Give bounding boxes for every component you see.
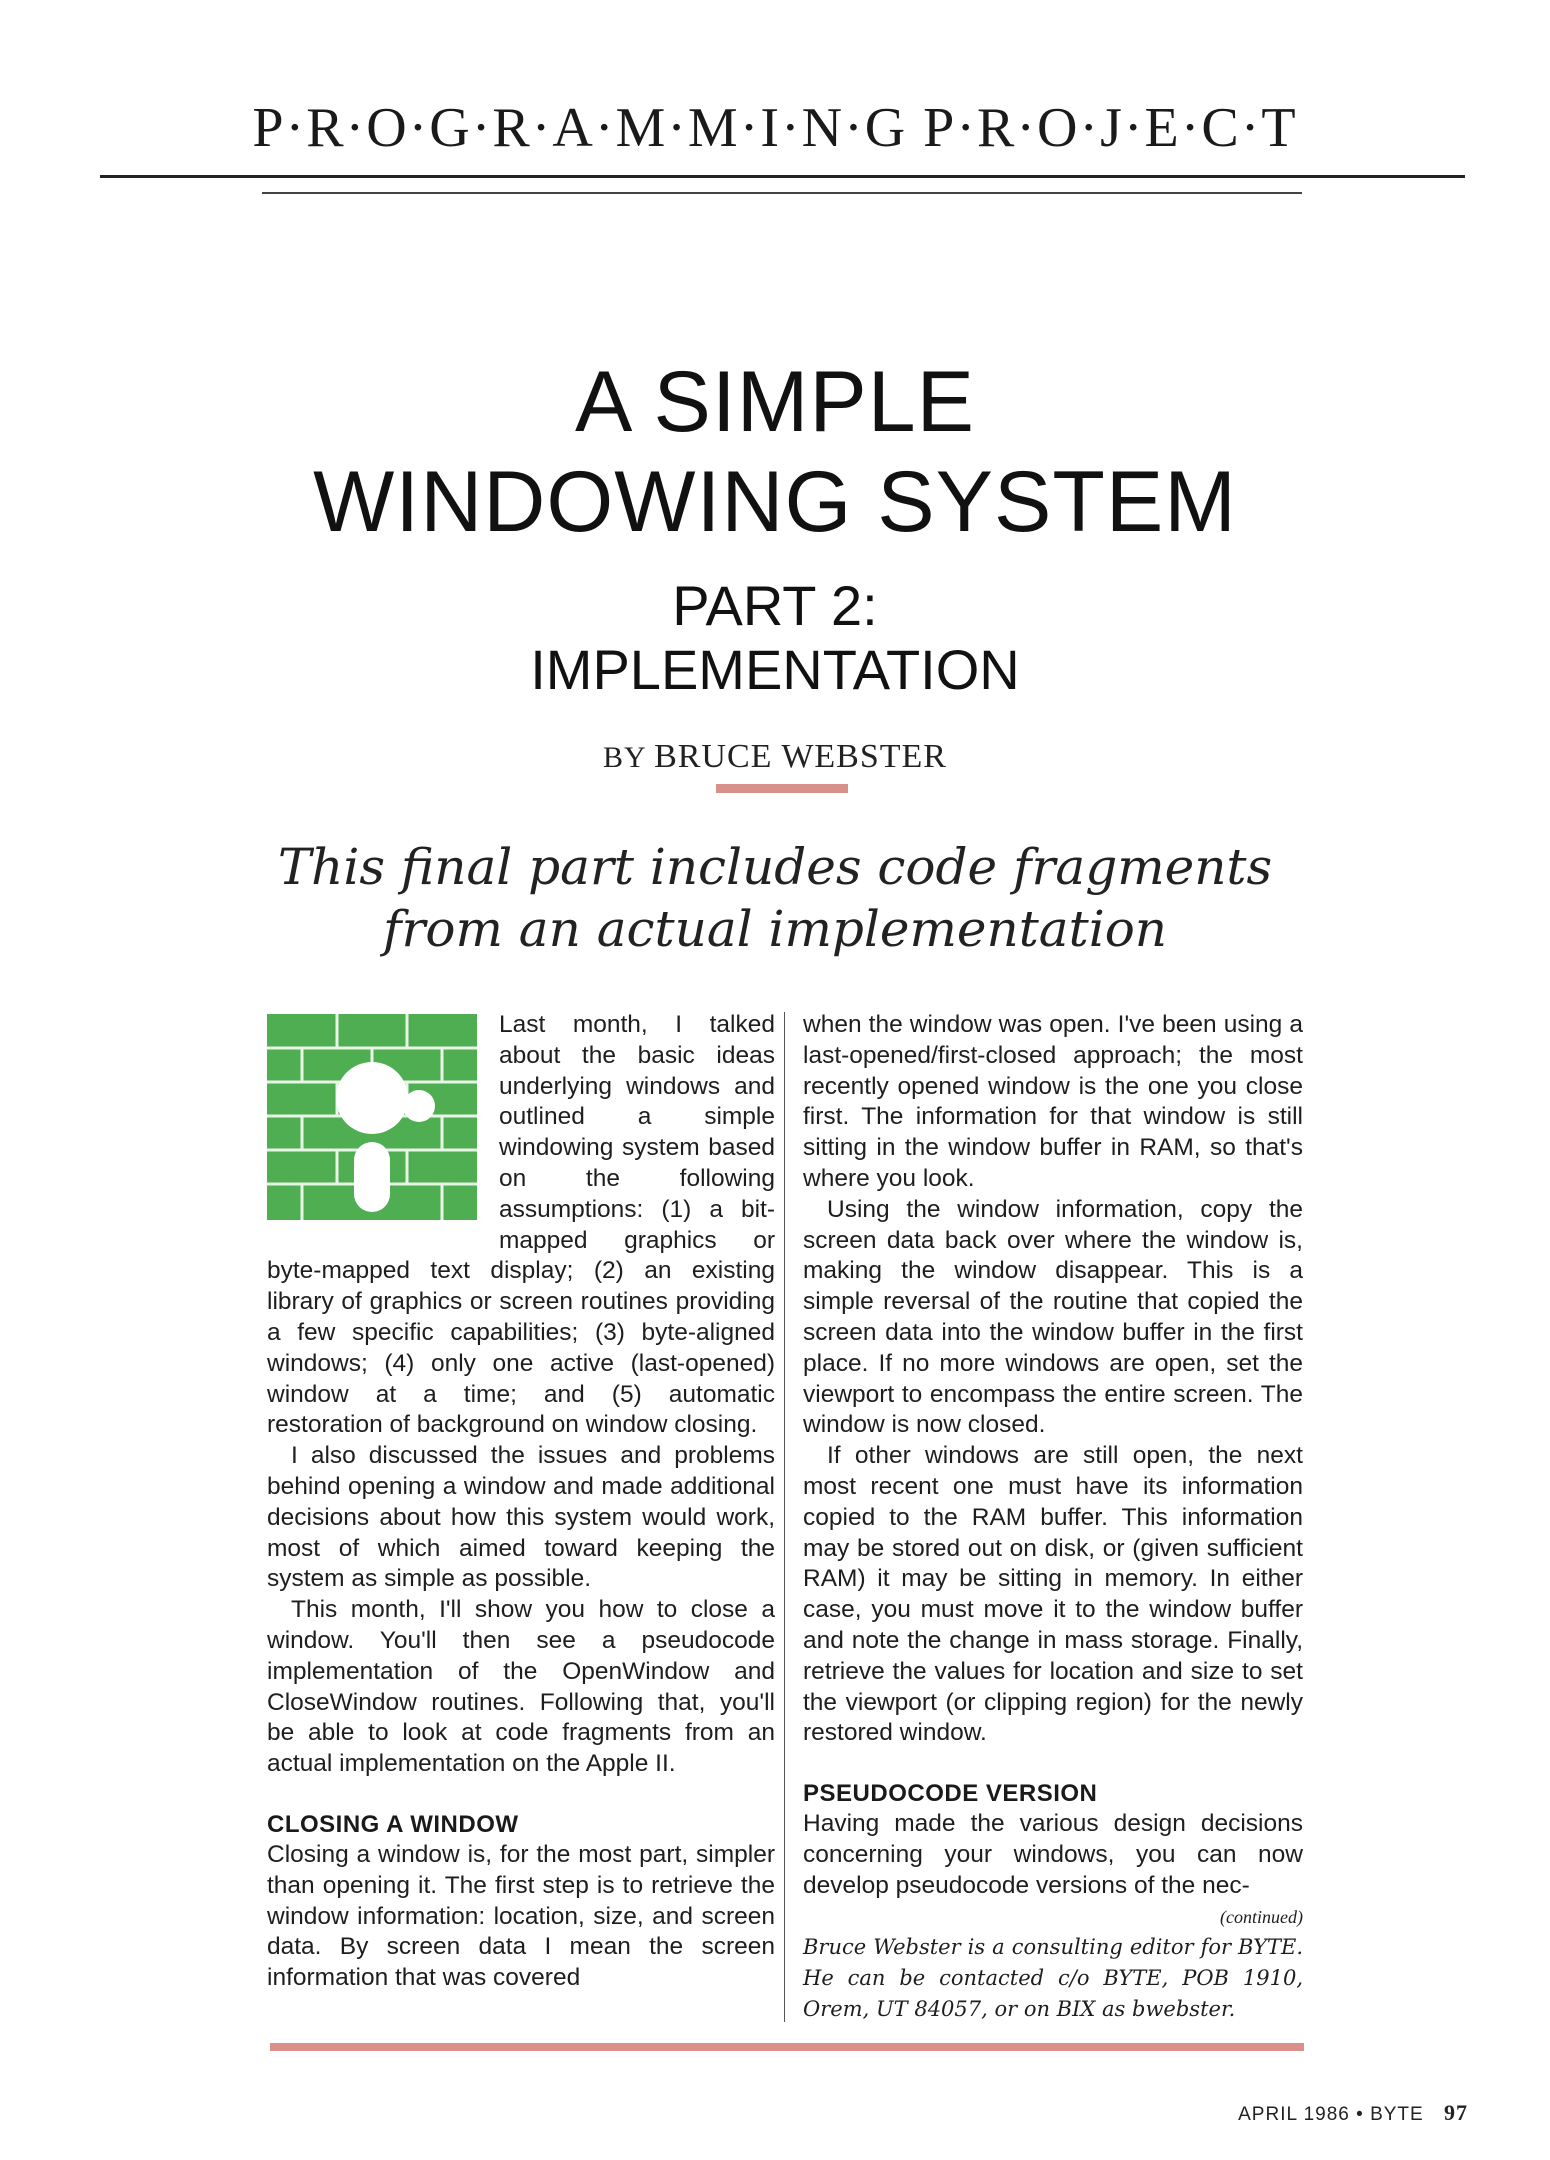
byline xyxy=(0,738,1550,776)
deck-line-2: from an actual implementation xyxy=(382,900,1167,958)
left-column xyxy=(267,1010,775,1994)
right-paragraph-2: Using the window information, copy the screen data back over where the window is, making the window disappear. This is a simple reversal of the routine that copied the screen data into the window buffer in the first place. If no more windows are open, set the viewport to encompass the entire screen. The window is now closed. xyxy=(803,1195,1303,1439)
column-divider xyxy=(784,1012,785,2022)
header-rule-secondary xyxy=(262,192,1302,194)
programming-project-logo-icon xyxy=(267,1014,477,1220)
left-paragraph-3: This month, I'll show you how to close a window. You'll then see a pseudocode implementation of the OpenWindow and CloseWindow routines. Following that, you'll be able to look at code fragments from an actual implementation on the Apple II. xyxy=(267,1596,775,1778)
heading-closing-a-window: CLOSING A WINDOW xyxy=(267,1810,519,1838)
continued-note: (continued) xyxy=(1220,1906,1303,1927)
page-number: 97 xyxy=(1444,2100,1468,2125)
section-heading: P·R·O·G·R·A·M·M·I·N·G P·R·O·J·E·C·T xyxy=(252,97,1298,159)
byline-accent-bar xyxy=(716,784,848,793)
header-rule xyxy=(100,175,1465,178)
article-deck xyxy=(0,836,1550,960)
byline-prefix: BY xyxy=(603,741,646,774)
title-line-2: WINDOWING SYSTEM xyxy=(313,454,1237,550)
subtitle-line-1: PART 2: xyxy=(672,574,878,637)
right-column xyxy=(803,1010,1303,2025)
page-footer xyxy=(1238,2100,1468,2126)
bottom-accent-bar xyxy=(270,2043,1304,2051)
deck-line-1: This final part includes code fragments xyxy=(277,838,1273,896)
right-paragraph-1: when the window was open. I've been using a last-opened/first-closed approach; the most recently opened window is the one you close first. The information for that window is still sitting in the window buffer in RAM, so that's where you look. xyxy=(803,1011,1303,1192)
right-paragraph-4: Having made the various design decisions concerning your windows, you can now develop pseudocode versions of the nec- xyxy=(803,1810,1303,1899)
title-line-1: A SIMPLE xyxy=(575,354,975,450)
author-bio: Bruce Webster is a consulting editor for BYTE. He can be contacted c/o BYTE, POB 1910, Orem, UT 84057, or on BIX as bwebster. xyxy=(803,1934,1303,2021)
heading-pseudocode-version: PSEUDOCODE VERSION xyxy=(803,1780,1098,1808)
left-paragraph-2: I also discussed the issues and problems behind opening a window and made additional decisions about how this system would work, most of which aimed toward keeping the system as simple as possible. xyxy=(267,1442,775,1593)
right-paragraph-3: If other windows are still open, the next most recent one must have its information copied to the RAM buffer. This information may be stored out on disk, or (given sufficient RAM) it may be sitting in memory. In either case, you must move it to the window buffer and note the change in mass storage. Finally, retrieve the values for location and size to set the viewport (or clipping region) for the newly restored window. xyxy=(803,1442,1303,1747)
left-paragraph-4: Closing a window is, for the most part, simpler than opening it. The first step is to retrieve the window information: location, size, and screen data. By screen data I mean the screen information that was covered xyxy=(267,1840,775,1992)
article-title xyxy=(0,352,1550,552)
byline-author: BRUCE WEBSTER xyxy=(654,738,947,775)
left-paragraph-1: Last month, I talked about the basic ideas underlying windows and outlined a simple windowing system based on the following assumptions: (1) a bit-mapped graphics or byte-mapped text display; (2) an existing library of graphics or screen routines providing a few specific capabilities; (3) byte-aligned windows; (4) only one active (last-opened) window at a time; and (5) automatic restoration of background on window closing. xyxy=(267,1011,775,1439)
subtitle-line-2: IMPLEMENTATION xyxy=(530,638,1020,701)
footer-issue: APRIL 1986 • BYTE xyxy=(1238,2104,1424,2125)
article-subtitle xyxy=(0,574,1550,702)
